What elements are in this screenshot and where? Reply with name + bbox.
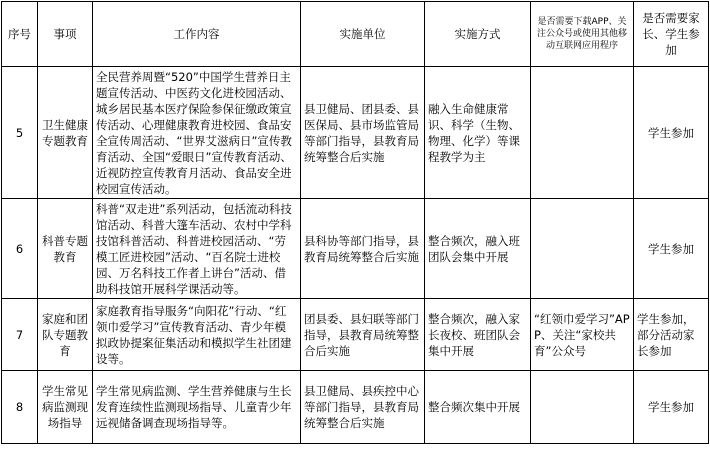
row-app: “红领巾爱学习”APP、关注“家校共育”公众号	[531, 299, 634, 371]
row-parent: 学生参加	[634, 199, 709, 299]
row-item: 科普专题教育	[38, 199, 93, 299]
header-item: 事项	[38, 2, 93, 67]
table-row	[2, 199, 709, 299]
row-unit: 县科协等部门指导，县教育局统筹整合后实施	[301, 199, 425, 299]
header-app: 是否需要下载APP、关注公众号或使用其他移动互联网应用程序	[531, 2, 634, 67]
header-content: 工作内容	[93, 2, 301, 67]
table-row	[2, 299, 709, 371]
row-method: 整合频次，融入班团队会集中开展	[425, 199, 531, 299]
header-row	[2, 2, 709, 67]
row-method: 融入生命健康常识、科学（生物、物理、化学）等课程教学为主	[425, 67, 531, 199]
row-seq: 5	[2, 67, 38, 199]
table-row	[2, 371, 709, 444]
row-content: 全民营养周暨“520”中国学生营养日主题宣传活动、中医药文化进校园活动、城乡居民基本医疗保险参保征缴政策宣传活动、心理健康教育进校园、食品安全宣传周活动、“世界艾滋病日”宣传教育活动、全国“爱眼日”宣传教育活动、近视防控宣传教育月活动、食品安全进校园宣传活动。	[93, 67, 301, 199]
header-method: 实施方式	[425, 2, 531, 67]
row-item: 卫生健康专题教育	[38, 67, 93, 199]
row-content: 科普“双走进”系列活动，包括流动科技馆活动、科普大篷车活动、农村中学科技馆科普活动、科普进校园活动、“劳模工匠进校园”活动、“百名院士进校园、万名科技工作者上讲台”活动、借助科技馆开展科学课活动等。	[93, 199, 301, 299]
row-parent: 学生参加	[634, 371, 709, 444]
row-method: 整合频次，融入家长夜校、班团队会集中开展	[425, 299, 531, 371]
row-content: 学生常见病监测、学生营养健康与生长发育连续性监测现场指导、儿童青少年远视储备调查现场指导等。	[93, 371, 301, 444]
row-seq: 6	[2, 199, 38, 299]
row-app	[531, 199, 634, 299]
row-seq: 8	[2, 371, 38, 444]
row-parent: 学生参加，部分活动家长参加	[634, 299, 709, 371]
row-unit: 团县委、县妇联等部门指导，县教育局统筹整合后实施	[301, 299, 425, 371]
row-method: 整合频次集中开展	[425, 371, 531, 444]
row-app	[531, 67, 634, 199]
table-row	[2, 67, 709, 199]
row-seq: 7	[2, 299, 38, 371]
header-parent: 是否需要家长、学生参加	[634, 2, 709, 67]
row-parent: 学生参加	[634, 67, 709, 199]
row-unit: 县卫健局、县疾控中心等部门指导，县教育局统筹整合后实施	[301, 371, 425, 444]
row-content: 家庭教育指导服务“向阳花”行动、“红领巾爱学习”宣传教育活动、青少年模拟政协提案征集活动和模拟学生社团建设等。	[93, 299, 301, 371]
work-content-table	[1, 1, 709, 444]
header-seq: 序号	[2, 2, 38, 67]
row-app	[531, 371, 634, 444]
row-item: 学生常见病监测现场指导	[38, 371, 93, 444]
row-unit: 县卫健局、团县委、县医保局、县市场监管局等部门指导，县教育局统筹整合后实施	[301, 67, 425, 199]
row-item: 家庭和团队专题教育	[38, 299, 93, 371]
header-unit: 实施单位	[301, 2, 425, 67]
